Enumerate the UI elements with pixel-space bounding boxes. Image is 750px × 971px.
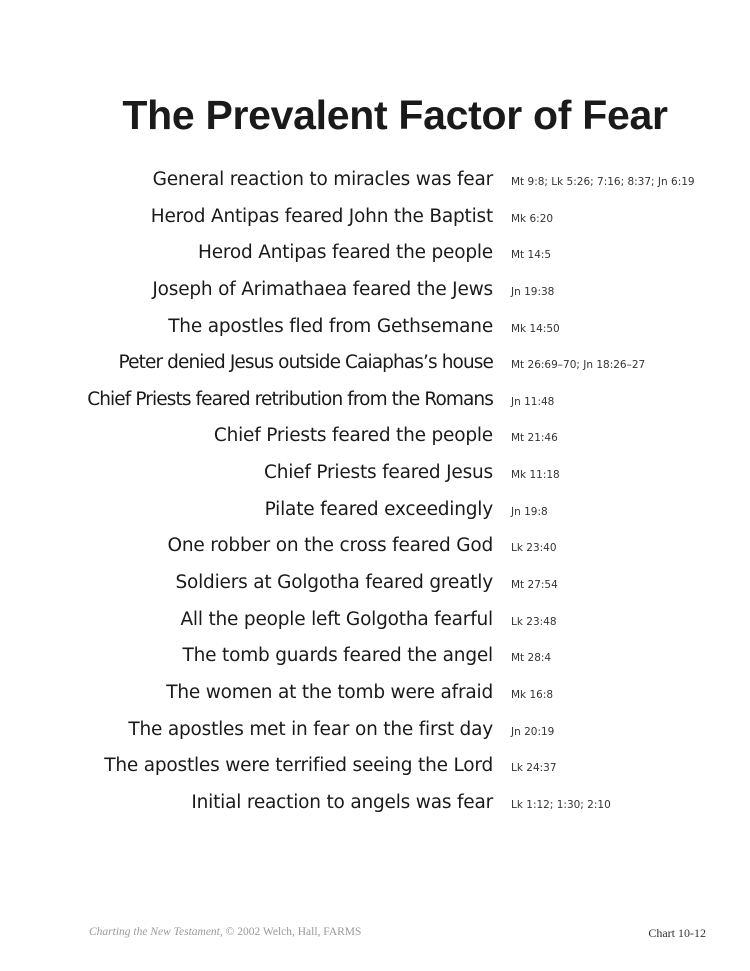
table-row	[0, 348, 750, 385]
chart-number: Chart 10-12	[648, 926, 706, 940]
footer-copyright: © 2002 Welch, Hall, FARMS	[222, 926, 362, 938]
event-text: Pilate feared exceedingly	[264, 498, 493, 520]
scripture-reference: Jn 20:19	[511, 725, 555, 738]
scripture-reference: Mt 27:54	[511, 579, 558, 592]
event-text: One robber on the cross feared God	[167, 535, 493, 557]
table-row	[0, 165, 750, 202]
scripture-reference: Mt 21:46	[511, 432, 558, 445]
event-text: The apostles met in fear on the first day	[128, 718, 493, 740]
table-row	[0, 678, 750, 715]
fear-table	[0, 165, 750, 825]
table-row	[0, 385, 750, 422]
event-text: Peter denied Jesus outside Caiaphas’s house	[118, 352, 493, 374]
table-row	[0, 531, 750, 568]
scripture-reference: Mk 6:20	[511, 212, 554, 225]
scripture-reference: Mk 16:8	[511, 688, 554, 701]
event-text: Chief Priests feared Jesus	[263, 462, 493, 484]
table-row	[0, 458, 750, 495]
event-text: Chief Priests feared retribution from the Romans	[87, 388, 493, 410]
event-text: Joseph of Arimathaea feared the Jews	[152, 278, 493, 300]
page-title: The Prevalent Factor of Fear	[122, 92, 668, 138]
scripture-reference: Jn 19:8	[511, 505, 548, 518]
event-text: The apostles fled from Gethsemane	[168, 315, 493, 337]
table-row	[0, 495, 750, 532]
scripture-reference: Jn 19:38	[511, 285, 555, 298]
event-text: The apostles were terrified seeing the Lord	[104, 755, 493, 777]
table-row	[0, 641, 750, 678]
scripture-reference: Jn 11:48	[511, 395, 555, 408]
scripture-reference: Mt 28:4	[511, 652, 552, 665]
scripture-reference: Mk 11:18	[511, 469, 560, 482]
event-text: Soldiers at Golgotha feared greatly	[175, 572, 493, 594]
table-row	[0, 421, 750, 458]
scripture-reference: Lk 23:40	[511, 542, 557, 555]
table-row	[0, 605, 750, 642]
table-row	[0, 238, 750, 275]
scripture-reference: Mk 14:50	[511, 322, 560, 335]
scripture-reference: Lk 1:12; 1:30; 2:10	[511, 798, 611, 811]
scripture-reference: Mt 14:5	[511, 249, 552, 262]
table-row	[0, 312, 750, 349]
event-text: Initial reaction to angels was fear	[191, 791, 493, 813]
event-text: Herod Antipas feared John the Baptist	[150, 205, 493, 227]
table-row	[0, 275, 750, 312]
table-row	[0, 568, 750, 605]
event-text: The tomb guards feared the angel	[182, 645, 493, 667]
scripture-reference: Mt 9:8; Lk 5:26; 7:16; 8:37; Jn 6:19	[511, 176, 695, 188]
event-text: The women at the tomb were afraid	[166, 681, 493, 703]
event-text: General reaction to miracles was fear	[152, 169, 493, 190]
table-row	[0, 788, 750, 825]
event-text: All the people left Golgotha fearful	[180, 608, 493, 630]
table-row	[0, 202, 750, 239]
event-text: Chief Priests feared the people	[213, 425, 493, 447]
footer-credit	[89, 926, 361, 938]
table-row	[0, 751, 750, 788]
scripture-reference: Mt 26:69–70; Jn 18:26–27	[511, 359, 646, 372]
event-text: Herod Antipas feared the people	[198, 242, 493, 264]
table-row	[0, 715, 750, 752]
footer-work-title: Charting the New Testament,	[89, 926, 223, 938]
scripture-reference: Lk 23:48	[511, 615, 557, 628]
scripture-reference: Lk 24:37	[511, 762, 557, 775]
